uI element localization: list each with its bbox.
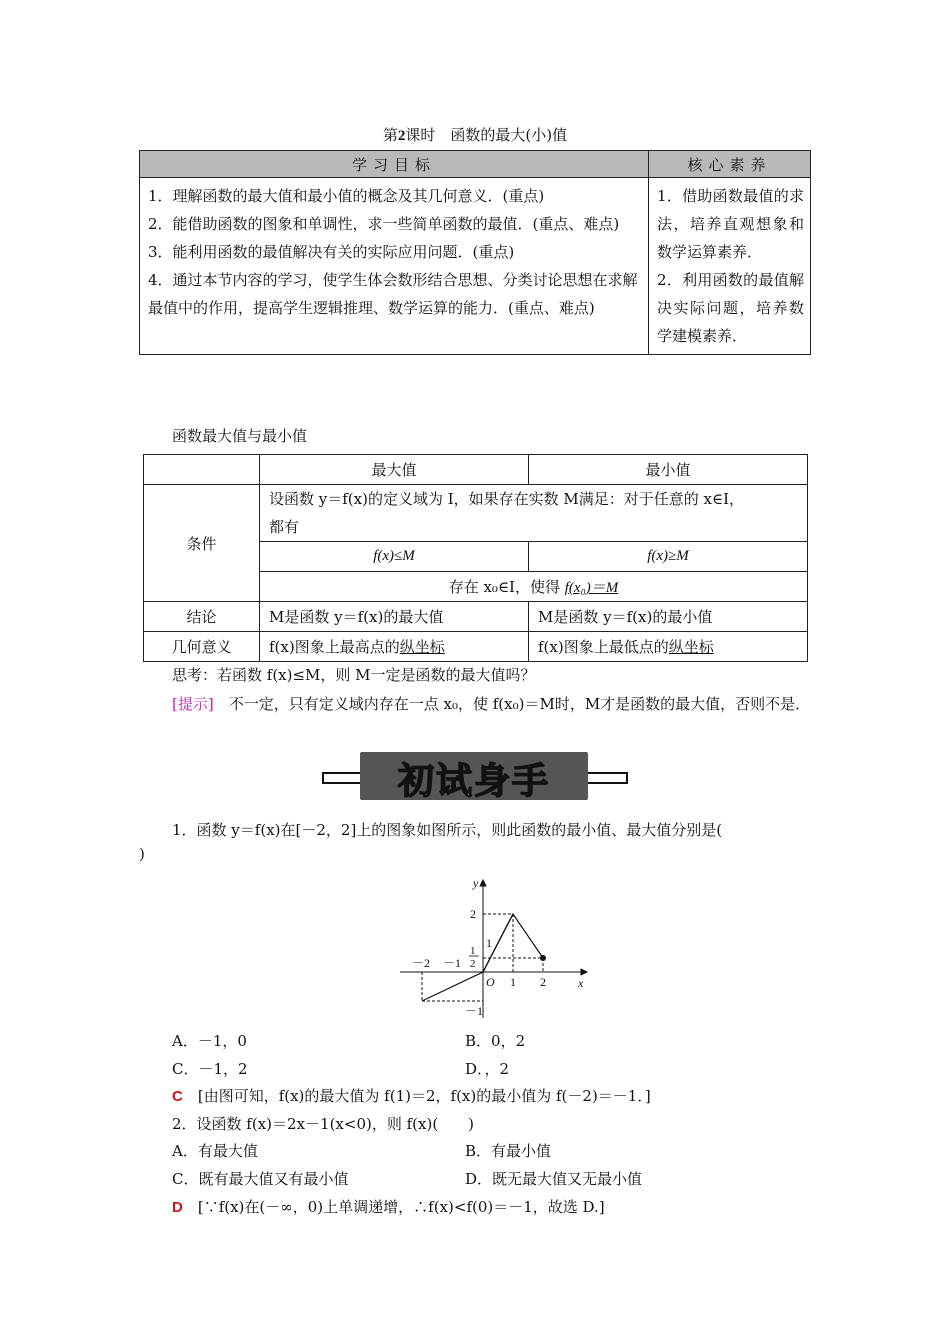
- hint-text: 不一定，只有定义域内存在一点 x₀，使 f(x₀)＝M时，M才是函数的最大值，否则不是．: [213, 695, 811, 713]
- x-tick: 2: [540, 975, 546, 989]
- q2-option-d: D．既无最大值又无最小值: [465, 1170, 643, 1188]
- x-label: x: [578, 976, 584, 990]
- q2-answer: [172, 1196, 605, 1217]
- goals-table: [139, 150, 811, 355]
- section-banner: [322, 750, 628, 802]
- def-condition-text: [260, 485, 808, 542]
- endpoint-dot: [540, 955, 546, 961]
- goal-item: 3．能利用函数的最值解决有关的实际应用问题．(重点): [148, 243, 515, 261]
- lesson-title-rest: 课时 函数的最大(小)值: [405, 126, 568, 144]
- geo-min-word: 纵坐标: [668, 638, 714, 656]
- geo-max-word: 纵坐标: [399, 638, 445, 656]
- y-label: y: [473, 876, 479, 890]
- q2-stem: 2．设函数 f(x)＝2x－1(x<0)，则 f(x)( ): [172, 1115, 475, 1133]
- hint-paragraph: [172, 690, 812, 718]
- q1-stem-end: ): [139, 845, 145, 863]
- core-item: 2．利用函数的最值解决实际问题，培养数学建模素养．: [657, 271, 804, 345]
- cond-min: f(x)≥M: [529, 542, 808, 572]
- q1-answer-text: [由图可知，f(x)的最大值为 f(1)＝2，f(x)的最小值为 f(－2)＝－1．]: [182, 1087, 651, 1105]
- geo-min: [529, 632, 808, 662]
- def-exist: [260, 572, 808, 602]
- q2-answer-text: [∵f(x)在(－∞，0)上单调递增，∴f(x)<f(0)＝－1，故选 D.]: [182, 1198, 605, 1216]
- y-tick: 1: [486, 936, 492, 950]
- goals-cell: [140, 178, 649, 355]
- q1-option-a: A．－1，0: [172, 1032, 247, 1050]
- x-tick: 1: [510, 975, 516, 989]
- q1-answer-letter: C: [172, 1088, 183, 1105]
- x-tick: －1: [443, 956, 462, 970]
- q2-option-a: A．有最大值: [172, 1142, 258, 1160]
- exist-eq: f(x₀)＝M: [564, 580, 619, 596]
- q1-answer: [172, 1085, 651, 1106]
- def-header-max: 最大值: [260, 455, 529, 485]
- def-row-geometry: 几何意义: [144, 632, 260, 662]
- core-item: 1．借助函数最值的求法，培养直观想象和数学运算素养．: [657, 187, 804, 261]
- def-header-min: 最小值: [529, 455, 808, 485]
- condition-line1: 设函数 y＝f(x)的定义域为 I，如果存在实数 M满足：对于任意的 x∈I，: [269, 490, 745, 508]
- condition-line2: 都有: [269, 518, 300, 536]
- hint-tag: [提示]: [172, 695, 214, 713]
- cond-max: f(x)≤M: [260, 542, 529, 572]
- think-question: 思考：若函数 f(x)≤M，则 M一定是函数的最大值吗？: [172, 666, 536, 684]
- q2-option-c: C．既有最大值又有最小值: [172, 1170, 349, 1188]
- definition-table: [143, 454, 808, 662]
- q2-option-b: B．有最小值: [465, 1142, 552, 1160]
- geo-min-prefix: f(x)图象上最低点的: [538, 638, 669, 656]
- concl-max: M是函数 y＝f(x)的最大值: [260, 602, 529, 632]
- x-axis-arrow: [581, 969, 587, 975]
- y-tick: 2: [470, 907, 476, 921]
- goals-header: 学习目标: [140, 151, 649, 178]
- lesson-title-prefix: 第: [382, 126, 398, 144]
- goal-item: 4．通过本节内容的学习，使学生体会数形结合思想、分类讨论思想在求解最值中的作用，提高学生逻辑推理、数学运算的能力．(重点、难点): [148, 271, 638, 317]
- q1-graph: [395, 872, 595, 1020]
- q1-option-c: C．－1，2: [172, 1060, 248, 1078]
- lesson-title: [0, 124, 950, 145]
- concl-min: M是函数 y＝f(x)的最小值: [529, 602, 808, 632]
- goal-item: 2．能借助函数的图象和单调性，求一些简单函数的最值．(重点、难点): [148, 215, 620, 233]
- banner-title: 初试身手: [397, 761, 550, 802]
- def-row-condition: 条件: [144, 485, 260, 602]
- origin-label: O: [486, 975, 495, 989]
- q2-answer-letter: D: [172, 1199, 183, 1216]
- core-header: 核心素养: [649, 151, 811, 178]
- q1-stem: 1．函数 y＝f(x)在[－2，2]上的图象如图所示，则此函数的最小值、最大值分别是(: [172, 821, 723, 839]
- y-tick-half-num: 1: [470, 945, 476, 957]
- y-axis-arrow: [480, 880, 486, 886]
- x-tick: －2: [412, 956, 431, 970]
- q1-option-b: B．0，2: [465, 1032, 526, 1050]
- exist-prefix: 存在 x₀∈I，使得: [448, 578, 565, 596]
- lesson-number: 2: [397, 128, 406, 144]
- y-tick-half-den: 2: [470, 958, 476, 970]
- section-label: 函数最大值与最小值: [172, 427, 308, 445]
- def-corner: [144, 455, 260, 485]
- q1-option-d: D．，2: [465, 1060, 510, 1078]
- y-tick: －1: [465, 1004, 484, 1018]
- geo-max-prefix: f(x)图象上最高点的: [269, 638, 400, 656]
- geo-max: [260, 632, 529, 662]
- core-cell: [649, 178, 811, 355]
- def-row-conclusion: 结论: [144, 602, 260, 632]
- goal-item: 1．理解函数的最大值和最小值的概念及其几何意义．(重点): [148, 187, 545, 205]
